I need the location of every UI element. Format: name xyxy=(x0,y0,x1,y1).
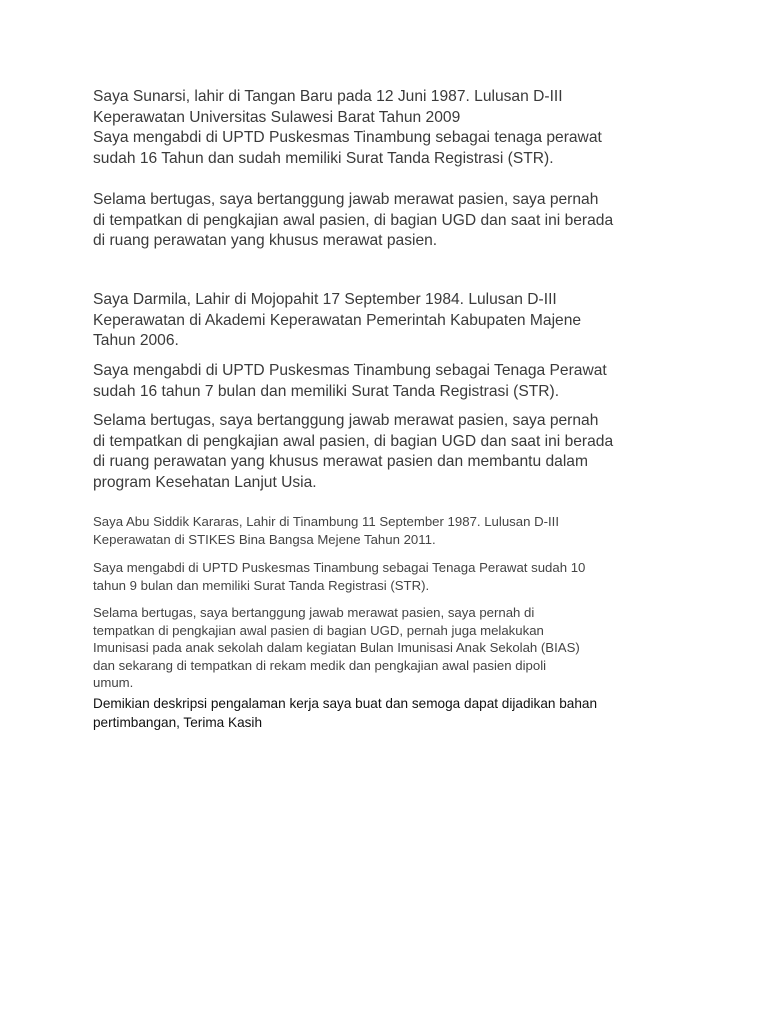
darmila-intro-paragraph: Saya Darmila, Lahir di Mojopahit 17 September 1984. Lulusan D-III Keperawatan di Akademi Keperawatan Pemerintah Kabupaten Majene Tahun 2006. xyxy=(93,291,582,350)
abu-siddik-service-paragraph: Saya mengabdi di UPTD Puskesmas Tinambung sebagai Tenaga Perawat sudah 10 tahun 9 bulan dan memiliki Surat Tanda Registrasi (STR). xyxy=(93,560,586,593)
closing-statement: Demikian deskripsi pengalaman kerja saya buat dan semoga dapat dijadikan bahan pertimbangan, Terima Kasih xyxy=(93,696,598,730)
darmila-duties-paragraph: Selama bertugas, saya bertanggung jawab merawat pasien, saya pernah di tempatkan di pengkajian awal pasien, di bagian UGD dan saat ini berada di ruang perawatan yang khusus merawat pasien dan membantu dalam program Kesehatan Lanjut Usia. xyxy=(93,412,614,491)
abu-siddik-duties-paragraph: Selama bertugas, saya bertanggung jawab merawat pasien, saya pernah di tempatkan di pengkajian awal pasien di bagian UGD, pernah juga melakukan Imunisasi pada anak sekolah dalam kegiatan Bulan Imunisasi Anak Sekolah (BIAS) dan sekarang di tempatkan di rekam medik dan pengkajian awal pasien dipoli umum. xyxy=(93,605,580,691)
abu-siddik-intro-paragraph: Saya Abu Siddik Kararas, Lahir di Tinambung 11 September 1987. Lulusan D-III Keperawatan di STIKES Bina Bangsa Mejene Tahun 2011. xyxy=(93,514,559,547)
darmila-service-paragraph: Saya mengabdi di UPTD Puskesmas Tinambung sebagai Tenaga Perawat sudah 16 tahun 7 bulan dan memiliki Surat Tanda Registrasi (STR). xyxy=(93,362,607,400)
sunarsi-intro-paragraph: Saya Sunarsi, lahir di Tangan Baru pada 12 Juni 1987. Lulusan D-III Keperawatan Universitas Sulawesi Barat Tahun 2009 Saya mengabdi di UPTD Puskesmas Tinambung sebagai tenaga perawat sudah 16 Tahun dan sudah memiliki Surat Tanda Registrasi (STR). xyxy=(93,88,602,167)
sunarsi-duties-paragraph: Selama bertugas, saya bertanggung jawab merawat pasien, saya pernah di tempatkan di pengkajian awal pasien, di bagian UGD dan saat ini berada di ruang perawatan yang khusus merawat pasien. xyxy=(93,191,614,250)
